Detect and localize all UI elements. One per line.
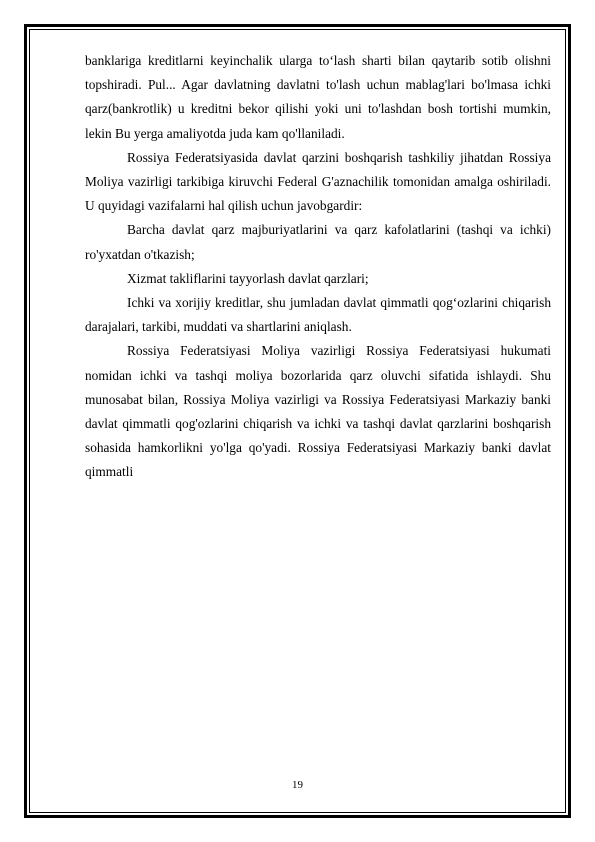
paragraph-1: banklariga kreditlarni keyinchalik ularga to‘lash sharti bilan qaytarib sotib olishni topshiradi. Pul... Agar davlatning davlatni to'lash uchun mablag'lari bo'lmasa ichki qarz(bankrotlik) u kreditni bekor qilishi yoki uni to'lashdan bosh tortishi mumkin, lekin Bu yerga amaliyotda juda kam qo'llaniladi.	[85, 53, 551, 141]
page-number: 19	[292, 779, 303, 791]
paragraph-3: Barcha davlat qarz majburiyatlarini va qarz kafolatlarini (tashqi va ichki) ro'yxatdan o'tkazish;	[85, 222, 551, 262]
paragraph-5: Ichki va xorijiy kreditlar, shu jumladan davlat qimmatli qog‘ozlarini chiqarish darajalari, tarkibi, muddati va shartlarini aniqlash.	[85, 295, 551, 335]
paragraph-4: Xizmat takliflarini tayyorlash davlat qarzlari;	[127, 270, 369, 286]
paragraph-2: Rossiya Federatsiyasida davlat qarzini boshqarish tashkiliy jihatdan Rossiya Moliya vazirligi tarkibiga kiruvchi Federal G'aznachilik tomonidan amalga oshiriladi. U quyidagi vazifalarni hal qilish uchun javobgardir:	[85, 149, 551, 214]
paragraph-6: Rossiya Federatsiyasi Moliya vazirligi Rossiya Federatsiyasi hukumati nomidan ichki va tashqi moliya bozorlarida qarz oluvchi sifatida ishlaydi. Shu munosabat bilan, Rossiya Moliya vazirligi va Rossiya Federatsiyasi Markaziy banki davlat qimmatli qog'ozlarini chiqarish va ichki va tashqi davlat qarzlarini boshqarish sohasida hamkorlikni yo'lga qo'yadi. Rossiya Federatsiyasi Markaziy banki davlat qimmatli	[85, 343, 551, 480]
document-body	[85, 49, 551, 485]
